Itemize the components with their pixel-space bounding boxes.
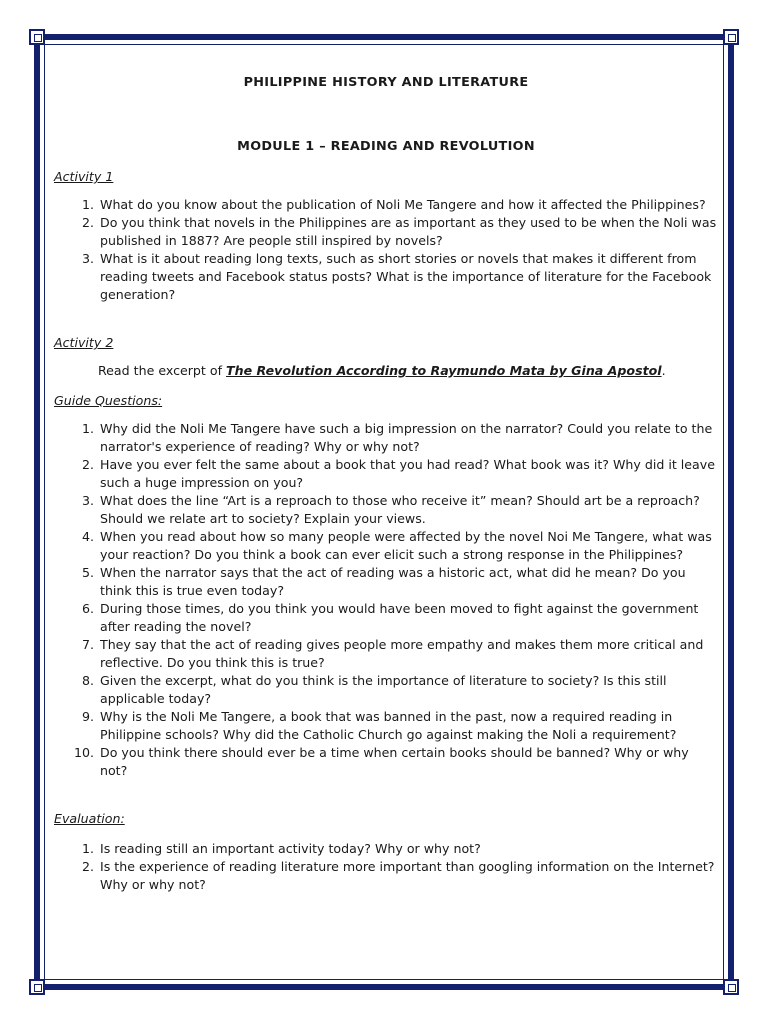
list-item: 3. What is it about reading long texts, such as short stories or novels that makes it different from reading tweets and Facebook status posts? What is the importance of literature for the Facebook generation?: [98, 250, 718, 304]
list-item: 6. During those times, do you think you would have been moved to fight against the government after reading the novel?: [98, 600, 718, 636]
activity1-heading: Activity 1: [54, 169, 114, 184]
corner-ornament-top-right: [723, 29, 739, 45]
list-item: 10. Do you think there should ever be a time when certain books should be banned? Why or why not?: [98, 744, 718, 780]
read-instruction: [98, 362, 718, 380]
activity1-questions: [54, 196, 718, 304]
list-item: 9. Why is the Noli Me Tangere, a book that was banned in the past, now a required reading in Philippine schools? Why did the Catholic Church go against making the Noli a requirement?: [98, 708, 718, 744]
document-title: PHILIPPINE HISTORY AND LITERATURE: [243, 75, 529, 90]
list-item: 2. Have you ever felt the same about a book that you had read? What book was it? Why did it leave such a huge impression on you?: [98, 456, 718, 492]
list-item: 2. Is the experience of reading literature more important than googling information on the Internet? Why or why not?: [98, 858, 718, 894]
guide-questions-list: [54, 420, 718, 780]
list-item: 4. When you read about how so many people were affected by the novel Noi Me Tangere, what was your reaction? Do you think a book can ever elicit such a strong response in the Philippines?: [98, 528, 718, 564]
read-prefix: Read the excerpt of: [98, 363, 227, 378]
list-item: 1. Is reading still an important activity today? Why or why not?: [98, 840, 718, 858]
guide-questions-heading: Guide Questions:: [54, 393, 163, 408]
read-suffix: .: [661, 363, 666, 378]
document-body: [54, 60, 718, 894]
list-item: 7. They say that the act of reading gives people more empathy and makes them more critical and reflective. Do you think this is true?: [98, 636, 718, 672]
activity2-heading: Activity 2: [54, 335, 114, 350]
list-item: 1. What do you know about the publication of Noli Me Tangere and how it affected the Philippines?: [98, 196, 718, 214]
module-title: MODULE 1 – READING AND REVOLUTION: [237, 139, 535, 154]
evaluation-questions: [54, 840, 718, 894]
list-item: 1. Why did the Noli Me Tangere have such a big impression on the narrator? Could you relate to the narrator's experience of reading? Why or why not?: [98, 420, 718, 456]
corner-ornament-bottom-left: [29, 979, 45, 995]
list-item: 2. Do you think that novels in the Philippines are as important as they used to be when the Noli was published in 1887? Are people still inspired by novels?: [98, 214, 718, 250]
list-item: 8. Given the excerpt, what do you think is the importance of literature to society? Is this still applicable today?: [98, 672, 718, 708]
list-item: 3. What does the line “Art is a reproach to those who receive it” mean? Should art be a reproach? Should we relate art to society? Explain your views.: [98, 492, 718, 528]
list-item: 5. When the narrator says that the act of reading was a historic act, what did he mean? Do you think this is true even today?: [98, 564, 718, 600]
evaluation-heading: Evaluation:: [54, 811, 125, 826]
corner-ornament-bottom-right: [723, 979, 739, 995]
corner-ornament-top-left: [29, 29, 45, 45]
book-title: The Revolution According to Raymundo Mata by Gina Apostol: [226, 363, 662, 378]
